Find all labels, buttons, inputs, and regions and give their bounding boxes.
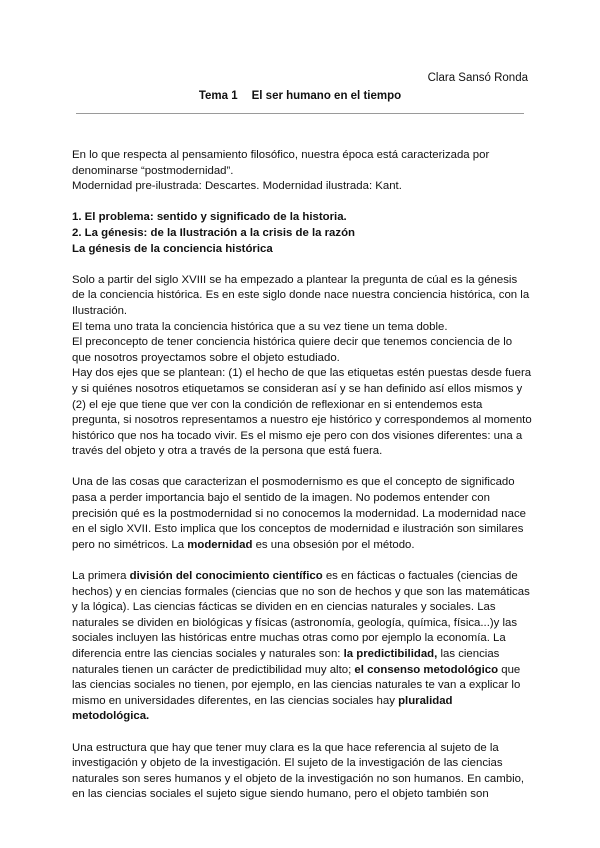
intro-paragraph: En lo que respecta al pensamiento filosófico, nuestra época está caracterizada por denominarse “postmodernidad”. bbox=[72, 149, 490, 177]
paragraph-ejes: Hay dos ejes que se plantean: (1) el hecho de que las etiquetas estén puestas desde fuera y si quiénes nosotros etiquetamos se consideran así y se han definido así ellos mismos y (2) el eje que tiene que ver con la condición de reflexionar en si entendemos esta pregunta, si nosotros representamos a nuestro eje histórico y correspondemos al momento histórico que nos ha tocado vivir. Es el mismo eje pero con dos visiones diferentes: una a través del objeto y otra a través de la persona que está fuera. bbox=[72, 367, 532, 458]
heading-conciencia: La génesis de la conciencia histórica bbox=[72, 242, 273, 255]
header-divider bbox=[76, 113, 524, 114]
topic-number: Tema 1 bbox=[198, 90, 238, 102]
author-name: Clara Sansó Ronda bbox=[427, 72, 528, 84]
topic-title: El ser humano en el tiempo bbox=[251, 90, 402, 102]
paragraph-siglo-xviii: Solo a partir del siglo XVIII se ha empezado a plantear la pregunta de cúal es la génesis de la conciencia histórica. Es en este siglo donde nace nuestra conciencia histórica, con la Ilustración. bbox=[72, 273, 530, 317]
paragraph-division-conocimiento: La primera división del conocimiento científico es en fácticas o factuales (ciencias de hechos) y en ciencias formales (ciencias que no son de hechos y que son las matemáticas y la lógica). Las ciencias fácticas se dividen en en ciencias naturales y sociales. Las naturales se dividen en biológicas y físicas (astronomía, geología, química, física...)y las sociales incluyen las históricas entre muchas otras como por ejemplo la economía. La diferencia entre las ciencias sociales y naturales son: la predictibilidad, las ciencias naturales tienen un carácter de predictibilidad muy alto; el consenso metodológico que las ciencias sociales no tienen, por ejemplo, en las ciencias naturales te van a explicar lo mismo en universidades diferentes, en las ciencias sociales hay pluralidad metodológica. bbox=[72, 570, 530, 723]
paragraph-posmodernismo: Una de las cosas que caracterizan el posmodernismo es que el concepto de significado pasa a perder importancia bajo el sentido de la imagen. No podemos entender con precisión qué es la postmodernidad si no conocemos la modernidad. La modernidad nace en el siglo XVII. Esto implica que los conceptos de modernidad e ilustración son similares pero no simétricos. La modernidad es una obsesión por el método. bbox=[72, 476, 527, 551]
paragraph-tema-uno: El tema uno trata la conciencia histórica que a su vez tiene un tema doble. bbox=[72, 320, 448, 333]
heading-problem: 1. El problema: sentido y significado de la historia. bbox=[72, 211, 347, 224]
document-body bbox=[72, 148, 532, 803]
paragraph-sujeto-objeto: Una estructura que hay que tener muy clara es la que hace referencia al sujeto de la investigación y objeto de la investigación. El sujeto de la investigación de las ciencias naturales son seres humanos y el objeto de la investigación no son humanos. En cambio, en las ciencias sociales el sujeto sigue siendo humano, pero el objeto también son bbox=[72, 741, 525, 801]
heading-genesis: 2. La génesis: de la Ilustración a la crisis de la razón bbox=[72, 226, 355, 239]
intro-line: Modernidad pre-ilustrada: Descartes. Modernidad ilustrada: Kant. bbox=[72, 180, 402, 193]
document-title bbox=[0, 90, 600, 102]
paragraph-preconcepto: El preconcepto de tener conciencia histórica quiere decir que tenemos conciencia de lo que nosotros proyectamos sobre el objeto estudiado. bbox=[72, 336, 513, 364]
